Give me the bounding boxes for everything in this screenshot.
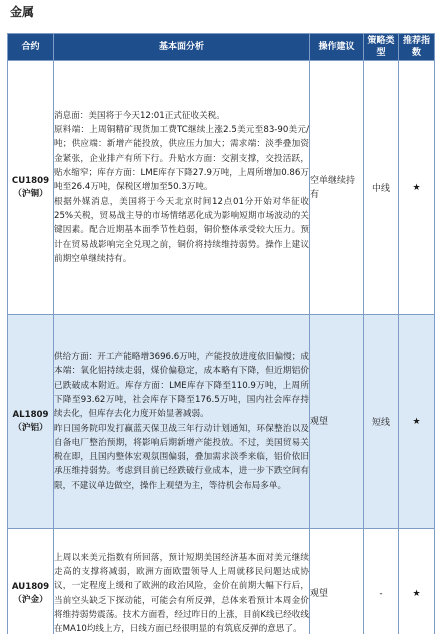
contract-code: AU1809 <box>11 581 50 592</box>
strategy-cell: 中线 <box>364 61 399 315</box>
advice-cell: 空单继续持有 <box>310 61 364 315</box>
advice-cell: 观望 <box>310 529 364 634</box>
table-header-row <box>8 34 435 61</box>
analysis-cell <box>54 315 310 529</box>
table-row <box>8 315 435 529</box>
table-row <box>8 529 435 634</box>
header-contract: 合约 <box>8 34 54 61</box>
rating-star-icon: ★ <box>399 529 435 634</box>
contract-name: （沪铜） <box>13 188 48 199</box>
rating-star-icon: ★ <box>399 61 435 315</box>
header-advice: 操作建议 <box>310 34 364 61</box>
contract-cell <box>8 315 54 529</box>
strategy-cell: 短线 <box>364 315 399 529</box>
contract-code: AL1809 <box>12 409 49 420</box>
section-title: 金属 <box>10 5 35 19</box>
analysis-paragraph: 原料端：上周铜精矿现货加工费TC继续上涨2.5美元至83-90美元/吨；供应端：新增产能投放，供应压力加大；需求端：淡季叠加资金紧张，企业排产有所下行。升贴水方面：交割支撑，交投活跃，贴水缩窄；库存方面：LME库存下降27.9万吨，上周所增加0.86万吨至26.4万吨，保税区增加至50.3万吨。 <box>54 125 309 193</box>
contract-name: （沪金） <box>13 594 48 605</box>
metals-strategy-table <box>7 33 435 634</box>
rating-star-icon: ★ <box>399 315 435 529</box>
analysis-paragraph: 供给方面：开工产能略增3696.6万吨，产能投放进度依旧偏慢；成本端：氧化铝持续走弱，煤价偏稳定，成本略有下降，但近期铝价已跌破成本附近。库存方面：LME库存下降至110.9万吨，上周所下降至93.62万吨，社会库存下降至176.5万吨，国内社会库存持续去化，但库存去化力度开始显著减弱。 <box>54 352 309 420</box>
contract-code: CU1809 <box>11 175 50 186</box>
analysis-paragraph: 根据外媒消息，美国将于今天北京时间12点01分开始对华征收25%关税，贸易战主导的市场情绪恶化成为影响短期市场波动的关键因素。配合近期基本面季节性趋弱，铜价整体承受较大压力。预计在贸易战影响完全兑现之前，铜价将持续维持弱势。操作上建议前期空单继续持有。 <box>54 196 309 264</box>
header-analysis: 基本面分析 <box>54 34 310 61</box>
header-strategy: 策略类型 <box>364 34 399 61</box>
analysis-paragraph: 昨日国务院印发打赢蓝天保卫战三年行动计划通知，环保整治以及自备电厂整治预期，将影响后期新增产能投放。不过，美国贸易关税在即，且国内整体宏观氛围偏弱，叠加需求淡季来临，铝价依旧承压维持弱势。考虑到目前已经跌破行业成本，进一步下跌空间有限，不建议单边做空，操作上观望为主，等待机会布局多单。 <box>54 423 309 491</box>
analysis-paragraph: 上周以来美元指数有所回落，预计短期美国经济基本面对美元继续走高的支撑将减弱，欧洲方面欧盟领导人上周就移民问题达成协议，一定程度上缓和了欧洲的政治风险，金价在前期大幅下行后，当前空头缺乏下探动能，可能会有所反弹，总体来看预计本周金价将维持弱势震荡。技术方面看，经过昨日的上涨，目前K线已经收线在MA10均线上方，日线方面已经很明显的有筑底反弹的意思了。 <box>54 552 309 634</box>
contract-cell <box>8 61 54 315</box>
analysis-cell <box>54 529 310 634</box>
contract-cell <box>8 529 54 634</box>
header-rating: 推荐指数 <box>399 34 435 61</box>
analysis-cell <box>54 61 310 315</box>
contract-name: （沪铝） <box>13 422 48 433</box>
analysis-paragraph: 消息面：美国将于今天12:01正式征收关税。 <box>54 110 225 121</box>
table-row <box>8 61 435 315</box>
strategy-cell: - <box>364 529 399 634</box>
advice-cell: 观望 <box>310 315 364 529</box>
